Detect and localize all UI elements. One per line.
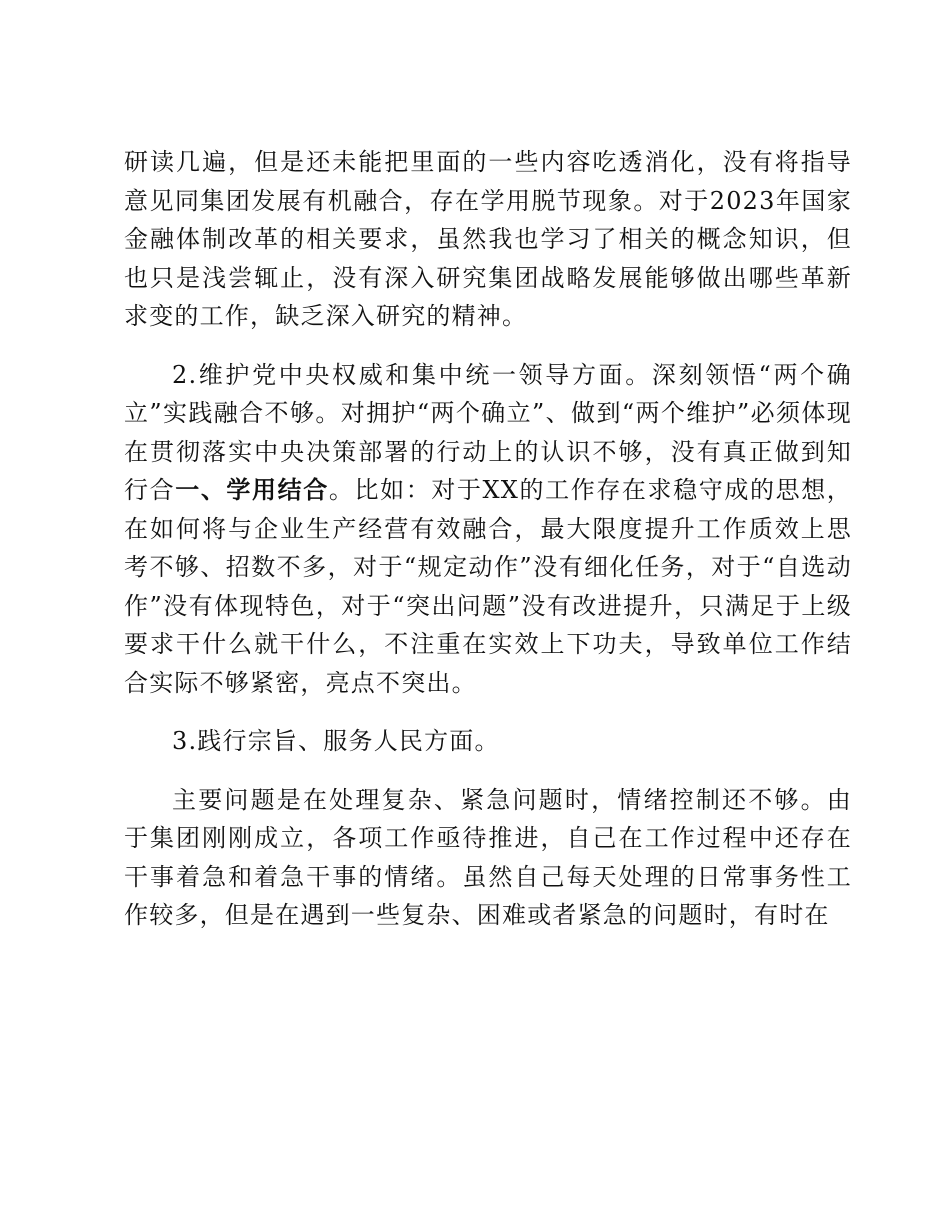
paragraph-1 bbox=[124, 143, 852, 336]
paragraph-2-bold-text: 一、学用结合 bbox=[175, 475, 329, 504]
paragraph-2-text-b: 。比如：对于XX的工作存在求稳守成的思想，在如何将与企业生产经营有效融合，最大限度提升工作质效上思考不够、招数不多，对于“规定动作”没有细化任务，对于“自选动作”没有体现特色，对于“突出问题”没有改进提升，只满足于上级要求干什么就干什么，不注重在实效上下功夫，导致单位工作结合实际不够紧密，亮点不突出。 bbox=[124, 476, 852, 697]
paragraph-2-text-a: 2.维护党中央权威和集中统一领导方面。深刻领悟“两个确立”实践融合不够。对拥护“两个确立”、做到“两个维护”必须体现在贯彻落实中央决策部署的行动上的认识不够，没有真正做到知行合 bbox=[124, 360, 852, 504]
paragraph-3-text: 3.践行宗旨、服务人民方面。 bbox=[172, 727, 500, 755]
paragraph-4 bbox=[124, 781, 852, 935]
paragraph-3-heading bbox=[124, 722, 852, 761]
paragraph-4-text: 主要问题是在处理复杂、紧急问题时，情绪控制还不够。由于集团刚刚成立，各项工作亟待推进，自己在工作过程中还存在干事着急和着急干事的情绪。虽然自己每天处理的日常事务性工作较多，但是在遇到一些复杂、困难或者紧急的问题时，有时在 bbox=[124, 785, 852, 929]
paragraph-2 bbox=[124, 356, 852, 703]
document-page bbox=[124, 143, 852, 935]
paragraph-1-text: 研读几遍，但是还未能把里面的一些内容吃透消化，没有将指导意见同集团发展有机融合，存在学用脱节现象。对于2023年国家金融体制改革的相关要求，虽然我也学习了相关的概念知识，但也只是浅尝辄止，没有深入研究集团战略发展能够做出哪些革新求变的工作，缺乏深入研究的精神。 bbox=[124, 148, 852, 330]
